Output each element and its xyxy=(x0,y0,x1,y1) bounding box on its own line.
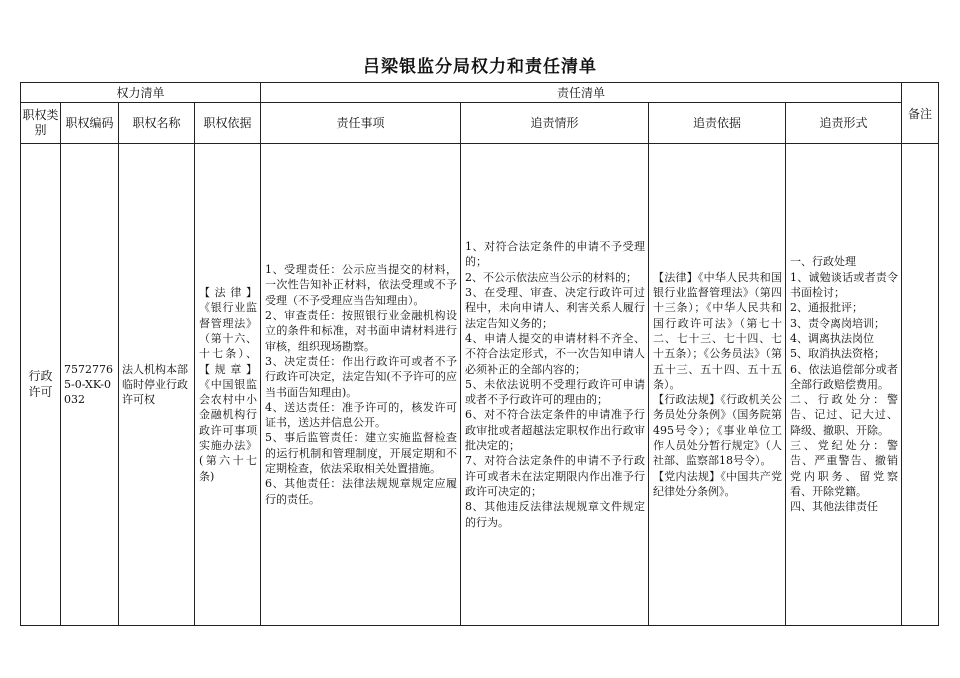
group-header-power-list: 权力清单 xyxy=(21,83,261,103)
accountability-form: 5、取消执法资格； xyxy=(790,347,886,361)
header-remarks: 备注 xyxy=(902,83,939,144)
accountability-basis-item: 【行政法规】《行政机关公务员处分条例》（国务院第495号令）；《事业单位工作人员处分暂行规定》（人社部、监察部18号令）。 xyxy=(653,393,783,468)
accountability-basis-item: 【党内法规】《中国共产党纪律处分条例》。 xyxy=(653,469,783,498)
cell-power-name: 法人机构本部临时停业行政许可权 xyxy=(119,144,195,626)
accountability-case: 1、对符合法定条件的申请不予受理的； xyxy=(465,240,646,269)
accountability-form: 三、党纪处分：警告、严重警告、撤销党内职务、留党察看、开除党籍。 xyxy=(790,439,899,498)
header-power-category: 职权类别 xyxy=(21,103,61,144)
accountability-basis-item: 【法律】《中华人民共和国银行业监督管理法》（第四十三条）；《中华人民共和国行政许可法》（第七十二、七十三、七十四、七十五条）；《公务员法》（第五十三、五十四、五十五条）。 xyxy=(653,270,783,391)
page-title: 吕梁银监分局权力和责任清单 xyxy=(363,57,597,77)
header-power-code: 职权编码 xyxy=(61,103,119,144)
cell-accountability-basis xyxy=(649,144,786,626)
cell-accountability-cases xyxy=(461,144,649,626)
cell-accountability-forms xyxy=(786,144,902,626)
accountability-case: 5、未依法说明不受理行政许可申请或者不予行政许可的理由的； xyxy=(465,377,646,407)
responsibility-item: 1、受理责任：公示应当提交的材料，一次性告知补正材料，依法受理或不予受理（不予受理应当告知理由）。 xyxy=(265,263,458,307)
responsibility-item: 5、事后监管责任：建立实施监督检查的运行机制和管理制度，开展定期和不定期检查，依法采取相关处置措施。 xyxy=(265,431,458,475)
cell-responsibility-items xyxy=(261,144,461,626)
accountability-form: 一、行政处理 xyxy=(790,255,857,269)
accountability-case: 3、在受理、审查、决定行政许可过程中，未向申请人、利害关系人履行法定告知义务的； xyxy=(465,286,646,330)
accountability-form: 3、责令离岗培训； xyxy=(790,316,886,330)
cell-power-category: 行政许可 xyxy=(21,144,61,626)
accountability-case: 6、对不符合法定条件的申请准予行政审批或者超越法定职权作出行政审批决定的； xyxy=(465,408,646,453)
responsibility-item: 2、审查责任：按照银行业金融机构设立的条件和标准，对书面申请材料进行审核，组织现场勘察。 xyxy=(265,309,458,353)
accountability-form: 6、依法追偿部分或者全部行政赔偿费用。 xyxy=(790,362,899,391)
cell-power-basis: 【法律】《银行业监督管理法》（第十六、十七条）、【规章】《中国银监会农村中小金融机构行政许可事项实施办法》(第六十七条) xyxy=(195,144,261,626)
header-accountability-basis: 追责依据 xyxy=(649,103,786,144)
accountability-form: 2、通报批评； xyxy=(790,301,864,315)
header-accountability-cases: 追责情形 xyxy=(461,103,649,144)
responsibility-item: 6、其他责任：法律法规规章规定应履行的责任。 xyxy=(265,477,458,506)
header-power-name: 职权名称 xyxy=(119,103,195,144)
header-responsibility-items: 责任事项 xyxy=(261,103,461,144)
group-header-responsibility-list: 责任清单 xyxy=(261,83,902,103)
responsibility-item: 4、送达责任：准予许可的，核发许可证书，送达并信息公开。 xyxy=(265,400,458,430)
accountability-case: 2、不公示依法应当公示的材料的； xyxy=(465,270,638,284)
accountability-form: 4、调离执法岗位 xyxy=(790,331,875,345)
header-power-basis: 职权依据 xyxy=(195,103,261,144)
cell-remarks xyxy=(902,144,939,626)
power-responsibility-table xyxy=(20,82,939,626)
accountability-form: 二、行政处分：警告、记过、记大过、降级、撤职、开除。 xyxy=(790,393,899,437)
cell-power-code: 75727765-0-XK-0032 xyxy=(61,144,119,626)
table-row xyxy=(21,144,939,626)
header-accountability-forms: 追责形式 xyxy=(786,103,902,144)
responsibility-item: 3、决定责任：作出行政许可或者不予行政许可决定，法定告知(不予许可的应当书面告知理由)。 xyxy=(265,354,458,399)
accountability-case: 7、对符合法定条件的申请不予行政许可或者未在法定期限内作出准予行政许可决定的； xyxy=(465,454,646,498)
accountability-form: 1、诚勉谈话或者责令书面检讨； xyxy=(790,270,899,300)
accountability-case: 4、申请人提交的申请材料不齐全、不符合法定形式，不一次告知申请人必须补正的全部内容的； xyxy=(465,331,646,376)
accountability-form: 四、其他法律责任 xyxy=(790,500,879,514)
accountability-case: 8、其他违反法律法规规章文件规定的行为。 xyxy=(465,500,646,529)
